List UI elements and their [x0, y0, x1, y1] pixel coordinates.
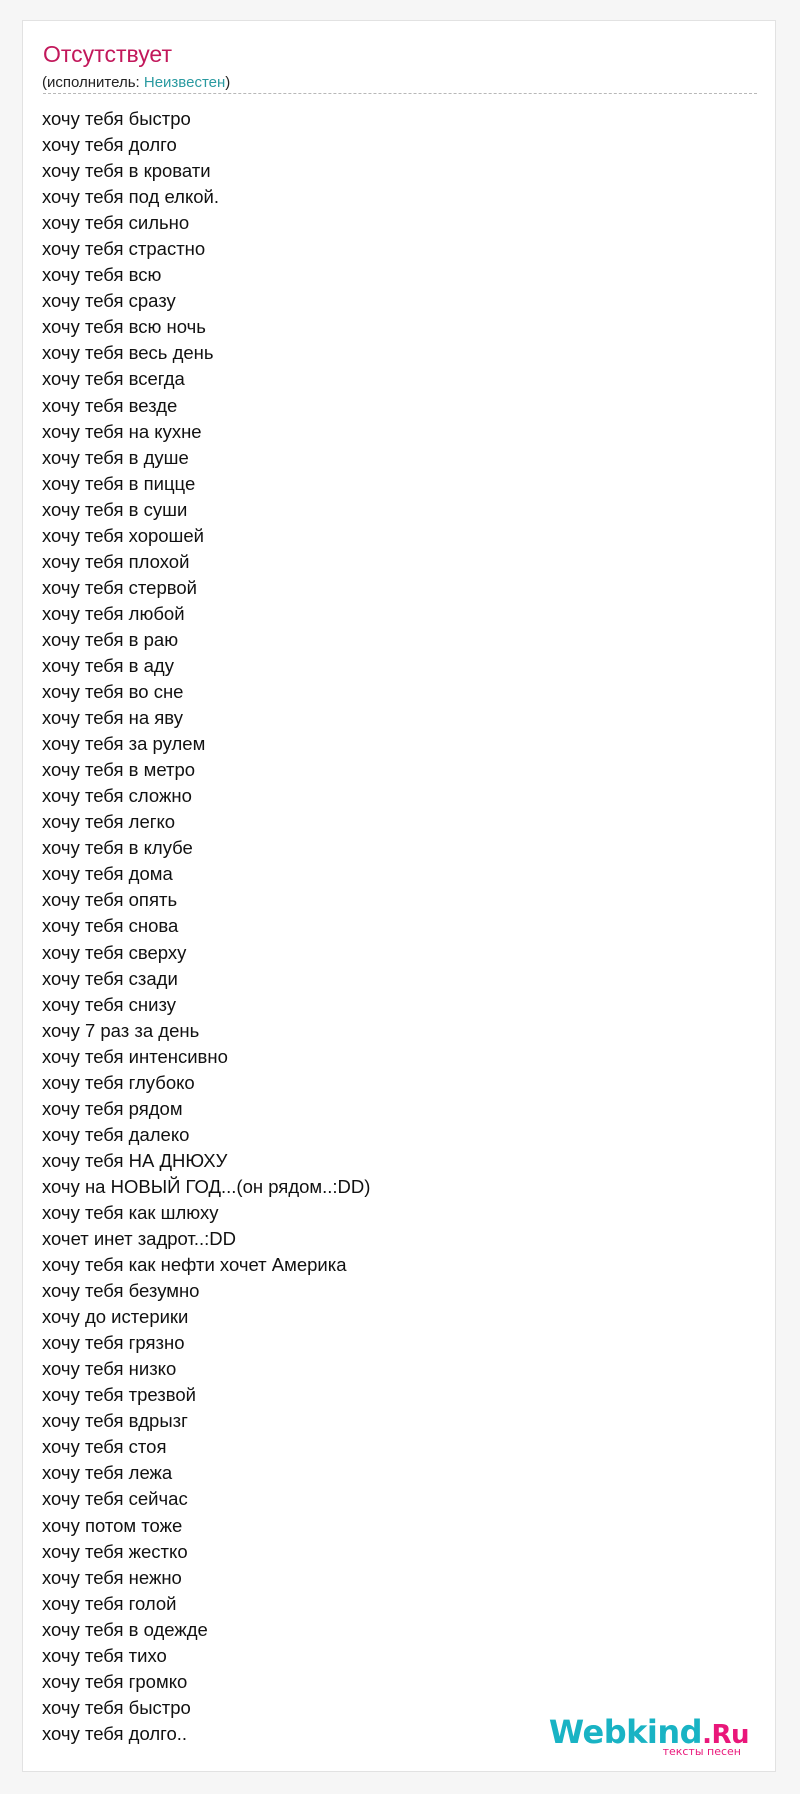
brand-logo[interactable] [548, 1713, 749, 1758]
lyric-line: хочу тебя стервой [42, 576, 197, 598]
lyric-line: хочу тебя грязно [42, 1332, 185, 1354]
lyric-line: хочу тебя громко [42, 1670, 188, 1692]
lyric-line: хочу тебя за рулем [42, 733, 206, 755]
lyric-line: хочу тебя глубоко [42, 1071, 195, 1093]
lyric-line: хочу тебя как нефти хочет Америка [42, 1254, 347, 1276]
lyric-line: хочу тебя жестко [42, 1540, 188, 1562]
lyric-line: хочу тебя в клубе [42, 837, 193, 859]
lyric-line: хочу тебя снова [42, 915, 179, 937]
brand-wordmark [548, 1713, 749, 1751]
lyric-line: хочу тебя низко [42, 1358, 177, 1380]
lyric-line: хочу тебя безумно [42, 1280, 200, 1302]
lyric-line: хочу тебя рядом [42, 1097, 183, 1119]
lyric-line: хочу тебя всю [42, 264, 162, 286]
lyric-line: хочу тебя весь день [42, 342, 214, 364]
lyric-line: хочу тебя на кухне [42, 420, 202, 442]
lyric-line: хочу тебя быстро [42, 1696, 191, 1718]
lyric-line: хочу тебя всю ночь [42, 316, 206, 338]
lyric-line: хочу тебя любой [42, 602, 185, 624]
lyric-line: хочу тебя вдрызг [42, 1410, 188, 1432]
lyric-line: хочу тебя в кровати [42, 160, 211, 182]
lyric-line: хочу тебя быстро [42, 108, 191, 129]
lyric-line: хочу тебя снизу [42, 993, 176, 1015]
lyric-line: хочу тебя в одежде [42, 1618, 208, 1640]
lyric-line: хочу тебя везде [42, 394, 178, 416]
song-title: Отсутствует [43, 41, 172, 67]
title-divider [43, 93, 757, 94]
artist-line [42, 74, 230, 92]
lyric-line: хочу тебя плохой [42, 550, 190, 572]
lyric-line: хочет инет задрот..:DD [42, 1228, 236, 1250]
lyric-line: хочу тебя под елкой. [42, 186, 220, 208]
lyric-line: хочу тебя интенсивно [42, 1045, 228, 1067]
brand-tagline: тексты песен [662, 1745, 741, 1758]
lyric-line: хочу тебя сзади [42, 967, 178, 989]
lyric-line: хочу тебя в метро [42, 759, 196, 781]
lyric-line: хочу 7 раз за день [42, 1019, 200, 1041]
lyric-line: хочу тебя нежно [42, 1566, 182, 1588]
lyric-line: хочу тебя сильно [42, 212, 190, 234]
lyric-line: хочу тебя сложно [42, 785, 192, 807]
lyric-line: хочу тебя долго.. [42, 1722, 188, 1744]
brand-tld: .Ru [702, 1720, 749, 1750]
lyric-line: хочу до истерики [42, 1306, 189, 1328]
lyric-line: хочу тебя опять [42, 889, 178, 911]
lyric-line: хочу тебя в аду [42, 654, 174, 676]
lyric-line: хочу тебя страстно [42, 238, 206, 260]
lyric-line: хочу тебя голой [42, 1592, 177, 1614]
lyric-line: хочу тебя дома [42, 863, 173, 885]
lyric-line: хочу тебя долго [42, 134, 177, 156]
lyric-line: хочу тебя далеко [42, 1123, 190, 1145]
lyric-line: хочу тебя всегда [42, 368, 185, 390]
lyric-line: хочу тебя сейчас [42, 1488, 188, 1510]
lyric-line: хочу тебя в пицце [42, 472, 196, 494]
lyric-line: хочу потом тоже [42, 1514, 183, 1536]
lyric-line: хочу тебя легко [42, 811, 176, 833]
artist-link[interactable]: Неизвестен [143, 74, 226, 91]
artist-prefix: (исполнитель: [42, 74, 144, 91]
lyric-line: хочу тебя в раю [42, 628, 179, 650]
brand-name: Webkind [548, 1713, 703, 1751]
lyrics-list [42, 106, 370, 1747]
lyric-line: хочу тебя сверху [42, 941, 187, 963]
lyric-line: хочу тебя НА ДНЮХУ [42, 1149, 228, 1171]
lyric-line: хочу тебя в суши [42, 498, 188, 520]
lyric-line: хочу тебя в душе [42, 446, 189, 468]
lyric-line: хочу тебя лежа [42, 1462, 173, 1484]
lyric-line: хочу тебя трезвой [42, 1384, 197, 1406]
lyric-line: хочу тебя на яву [42, 707, 183, 729]
lyric-line: хочу на НОВЫЙ ГОД...(он рядом..:DD) [42, 1175, 371, 1197]
lyric-line: хочу тебя как шлюху [42, 1201, 219, 1223]
song-card [22, 20, 776, 1772]
lyric-line: хочу тебя стоя [42, 1436, 167, 1458]
artist-suffix: ) [225, 74, 231, 91]
lyric-line: хочу тебя во сне [42, 681, 184, 703]
lyric-line: хочу тебя тихо [42, 1644, 167, 1666]
lyric-line: хочу тебя сразу [42, 290, 176, 312]
lyric-line: хочу тебя хорошей [42, 524, 205, 546]
